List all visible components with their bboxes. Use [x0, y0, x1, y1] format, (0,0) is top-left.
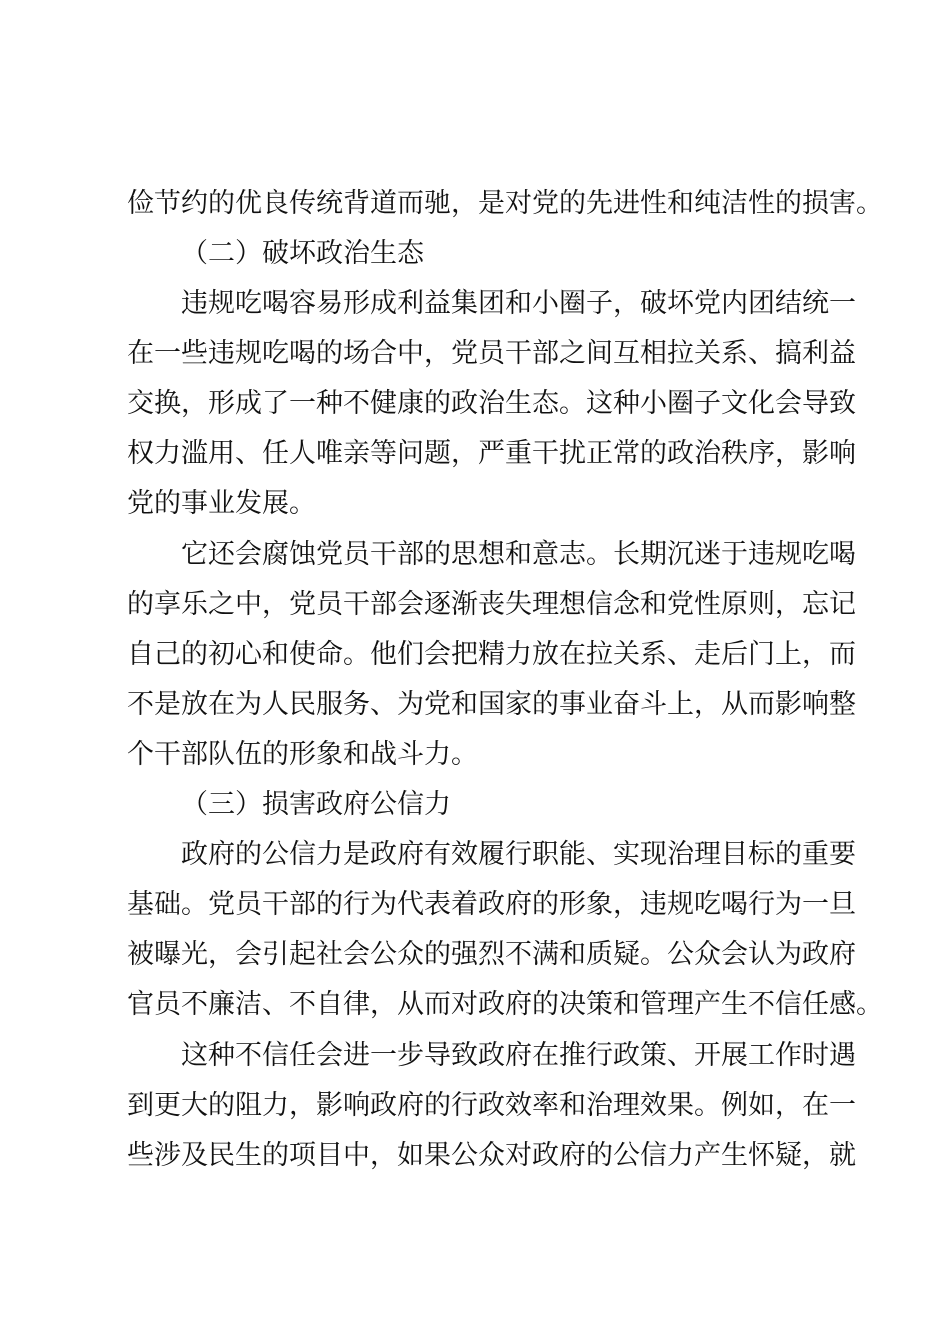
paragraph-line: 它还会腐蚀党员干部的思想和意志。长期沉迷于违规吃喝	[181, 539, 856, 570]
text-line-continuation: 俭节约的优良传统背道而驰，是对党的先进性和纯洁性的损害。	[127, 188, 883, 219]
paragraph-line-end: 个干部队伍的形象和战斗力。	[127, 739, 478, 770]
paragraph-line: 这种不信任会进一步导致政府在推行政策、开展工作时遇	[181, 1040, 856, 1071]
paragraph-line: 政府的公信力是政府有效履行职能、实现治理目标的重要	[181, 839, 856, 870]
paragraph-line: 在一些违规吃喝的场合中，党员干部之间互相拉关系、搞利益	[127, 338, 856, 369]
section-heading-3: （三）损害政府公信力	[181, 789, 451, 820]
paragraph-line: 些涉及民生的项目中，如果公众对政府的公信力产生怀疑，就	[127, 1140, 856, 1171]
paragraph-line: 基础。党员干部的行为代表着政府的形象，违规吃喝行为一旦	[127, 889, 856, 920]
paragraph-line: 不是放在为人民服务、为党和国家的事业奋斗上，从而影响整	[127, 689, 856, 720]
paragraph-line: 违规吃喝容易形成利益集团和小圈子，破坏党内团结统一	[181, 288, 856, 319]
section-heading-2: （二）破坏政治生态	[181, 238, 424, 269]
paragraph-line: 被曝光，会引起社会公众的强烈不满和质疑。公众会认为政府	[127, 939, 856, 970]
paragraph-line: 自己的初心和使命。他们会把精力放在拉关系、走后门上，而	[127, 639, 856, 670]
paragraph-line: 的享乐之中，党员干部会逐渐丧失理想信念和党性原则，忘记	[127, 589, 856, 620]
paragraph-line-end: 党的事业发展。	[127, 488, 316, 519]
paragraph-line: 到更大的阻力，影响政府的行政效率和治理效果。例如，在一	[127, 1090, 856, 1121]
paragraph-line: 权力滥用、任人唯亲等问题，严重干扰正常的政治秩序，影响	[127, 438, 856, 469]
paragraph-line: 交换，形成了一种不健康的政治生态。这种小圈子文化会导致	[127, 388, 856, 419]
paragraph-line: 官员不廉洁、不自律，从而对政府的决策和管理产生不信任感。	[127, 989, 883, 1020]
